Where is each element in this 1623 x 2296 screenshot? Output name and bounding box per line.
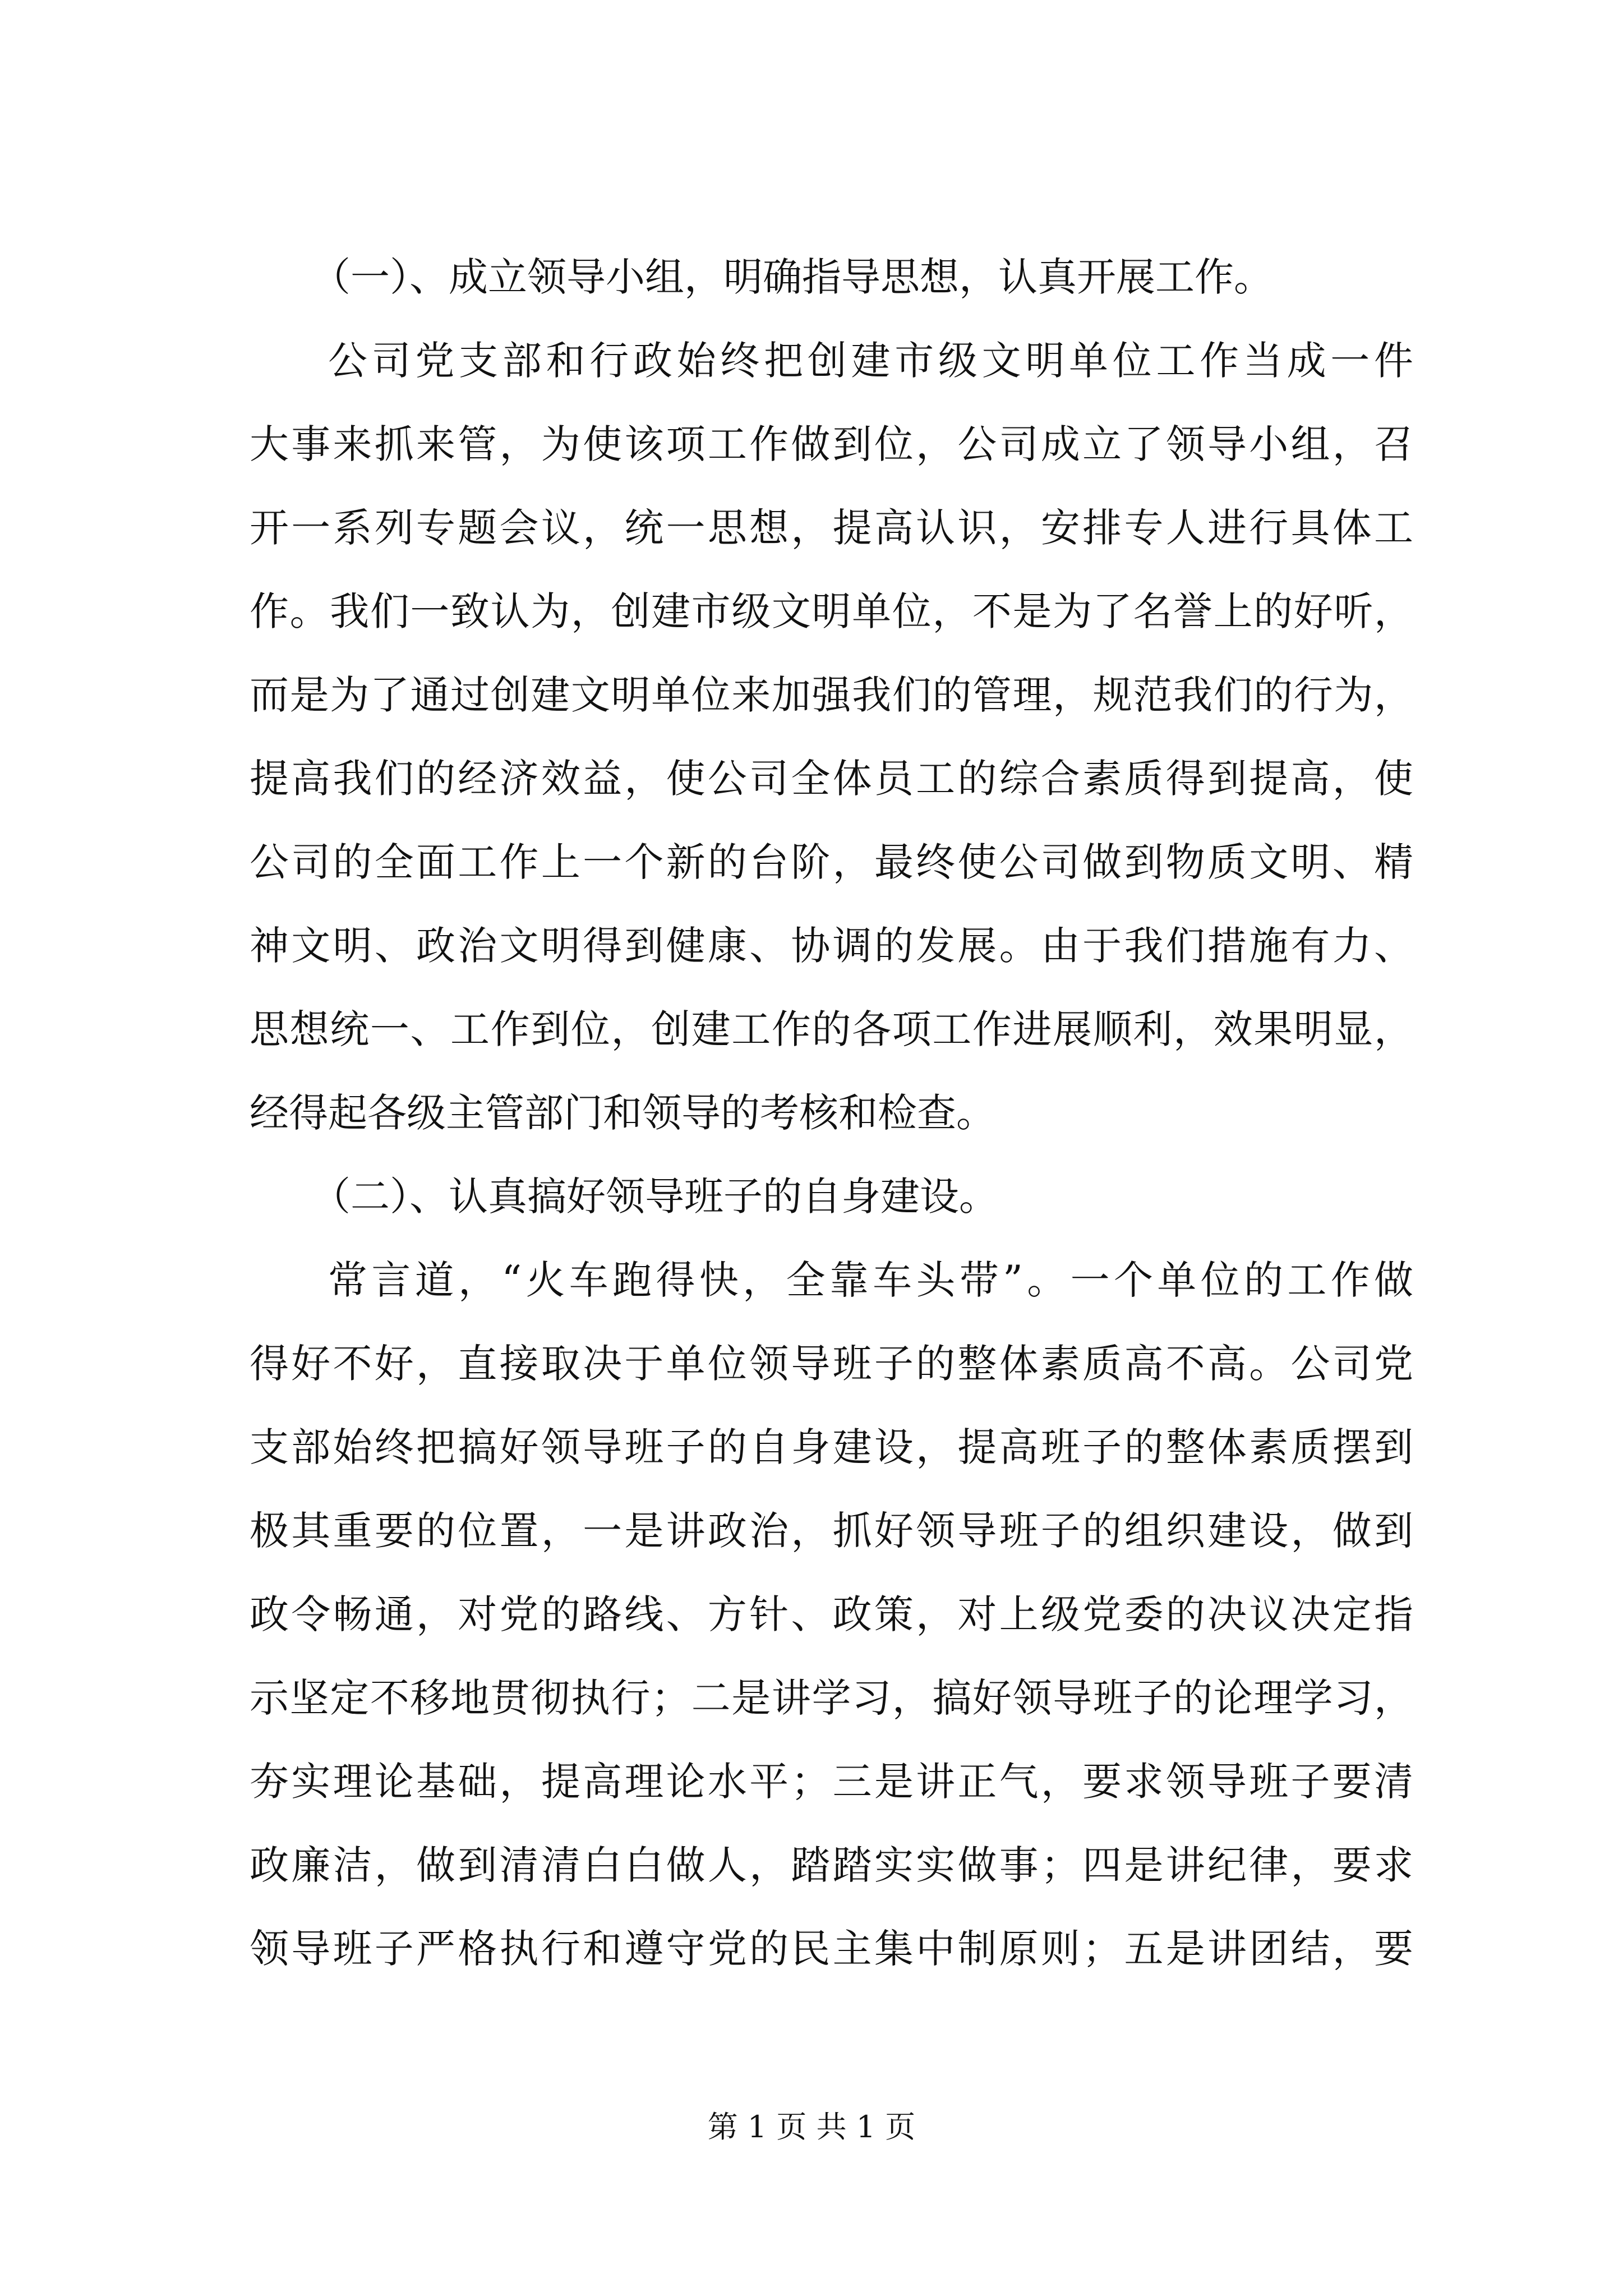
paragraph-line: 极其重要的位置，一是讲政治，抓好领导班子的组织建设，做到 (250, 1508, 1413, 1554)
paragraph-line: 思想统一、工作到位，创建工作的各项工作进展顺利，效果明显， (250, 1006, 1413, 1052)
paragraph-line: 而是为了通过创建文明单位来加强我们的管理，规范我们的行为， (250, 672, 1413, 718)
paragraph-line: 得好不好，直接取决于单位领导班子的整体素质高不高。公司党 (250, 1341, 1413, 1387)
paragraph-line: 政廉洁，做到清清白白做人，踏踏实实做事；四是讲纪律，要求 (250, 1842, 1413, 1888)
paragraph-line: 神文明、政治文明得到健康、协调的发展。由于我们措施有力、 (250, 923, 1413, 969)
section-heading-2: （二）、认真搞好领导班子的自身建设。 (311, 1174, 998, 1220)
paragraph-line: 公司的全面工作上一个新的台阶，最终使公司做到物质文明、精 (250, 839, 1413, 885)
page-number-footer: 第 1 页 共 1 页 (707, 2109, 916, 2145)
document-body (250, 236, 1413, 1991)
section-heading-1: （一）、成立领导小组，明确指导思想，认真开展工作。 (311, 254, 1273, 300)
paragraph-line: 大事来抓来管，为使该项工作做到位，公司成立了领导小组，召 (250, 421, 1413, 467)
paragraph-line: 常言道，“火车跑得快，全靠车头带”。一个单位的工作做 (328, 1257, 1413, 1303)
paragraph-line: 政令畅通，对党的路线、方针、政策，对上级党委的决议决定指 (250, 1591, 1413, 1637)
paragraph-line: 提高我们的经济效益，使公司全体员工的综合素质得到提高，使 (250, 756, 1413, 802)
paragraph-line: 经得起各级主管部门和领导的考核和检查。 (250, 1090, 995, 1136)
paragraph-line: 领导班子严格执行和遵守党的民主集中制原则；五是讲团结，要 (250, 1926, 1413, 1972)
paragraph-line: 公司党支部和行政始终把创建市级文明单位工作当成一件 (328, 338, 1413, 384)
paragraph-line: 支部始终把搞好领导班子的自身建设，提高班子的整体素质摆到 (250, 1424, 1413, 1470)
paragraph-line: 开一系列专题会议，统一思想，提高认识，安排专人进行具体工 (250, 505, 1413, 551)
paragraph-line: 作。我们一致认为，创建市级文明单位，不是为了名誉上的好听， (250, 588, 1413, 634)
paragraph-line: 夯实理论基础，提高理论水平；三是讲正气，要求领导班子要清 (250, 1759, 1413, 1805)
paragraph-line: 示坚定不移地贯彻执行；二是讲学习，搞好领导班子的论理学习， (250, 1675, 1413, 1721)
